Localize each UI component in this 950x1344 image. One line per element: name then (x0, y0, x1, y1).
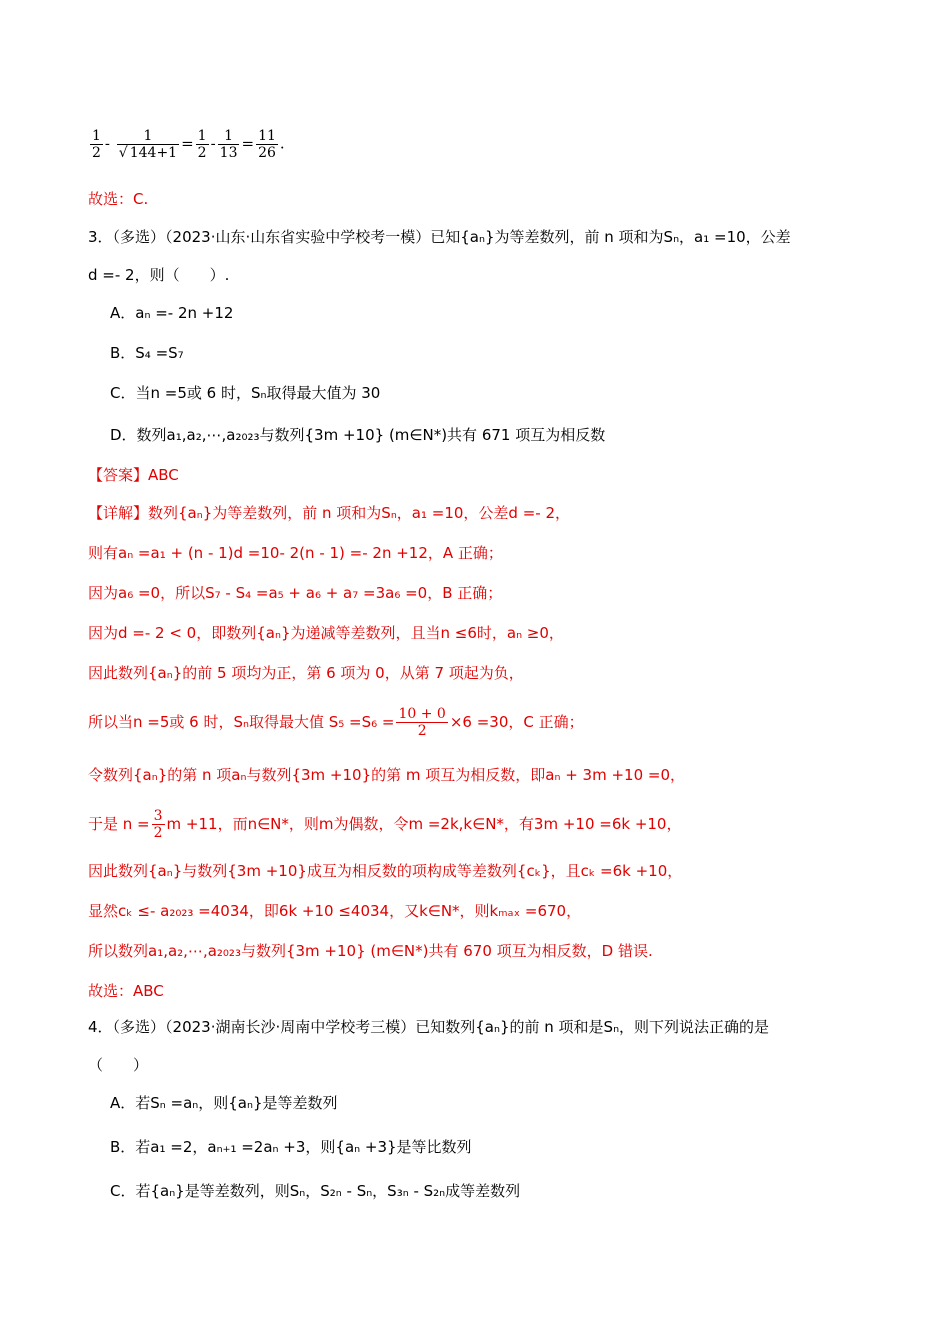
q3-explain-4: 因为d =- 2 < 0，即数列{aₙ}为递减等差数列，且当n ≤6时，aₙ ≥0， (88, 624, 564, 642)
q3-option-d: D．数列a₁,a₂,⋯,a₂₀₂₃与数列{3m +10} (m∈N*)共有 671 项互为相反数 (110, 426, 606, 444)
q3-explain-8: 于是 n = $\frac{3}{2}$ m +11，而n∈N*，则m为偶数，令m =2k,k∈N*，有3m +10 =6k +10， (88, 808, 682, 841)
q3-explain-9: 因此数列{aₙ}与数列{3m +10}成互为相反数的项构成等差数列{cₖ}，且cₖ =6k +10， (88, 862, 683, 880)
q3-explain-11: 所以数列a₁,a₂,⋯,a₂₀₂₃与数列{3m +10} (m∈N*)共有 670 项互为相反数，D 错误. (88, 942, 653, 960)
q3-explain-3: 因为a₆ =0，所以S₇ - S₄ =a₅ + a₆ + a₇ =3a₆ =0，B 正确； (88, 584, 503, 602)
q3-option-b: B．S₄ =S₇ (110, 344, 184, 362)
fraction: $\frac{1}{2}$ (197, 128, 207, 161)
q3-final: 故选：ABC (88, 982, 164, 1000)
q3-option-c: C．当n =5或 6 时，Sₙ取得最大值为 30 (110, 384, 381, 402)
q3-answer: 【答案】ABC (88, 466, 179, 484)
q3-explain-2: 则有aₙ =a₁ + (n - 1)d =10- 2(n - 1) =- 2n +12，A 正确； (88, 544, 503, 562)
q4-stem-line2: （ ） (88, 1056, 149, 1074)
fraction: $\frac{3}{2}$ (153, 808, 163, 841)
q3-explain-10: 显然cₖ ≤- a₂₀₂₃ =4034，即6k +10 ≤4034，又k∈N*，则kₘₐₓ =670， (88, 902, 582, 920)
q3-explain-5: 因此数列{aₙ}的前 5 项均为正，第 6 项为 0，从第 7 项起为负， (88, 664, 524, 682)
q2-answer: 故选：C. (88, 190, 149, 208)
fraction: $\frac{1}{√ 144+1}$ (118, 128, 178, 161)
q3-explain-6: 所以当n =5或 6 时，Sₙ取得最大值 S₅ =S₆ = $\frac{10 + 0}{2}$ ×6 =30，C 正确； (88, 706, 584, 739)
q3-explain-7: 令数列{aₙ}的第 n 项aₙ与数列{3m +10}的第 m 项互为相反数，即aₙ + 3m +10 =0， (88, 766, 686, 784)
top-formula: $\frac{1}{2}$ - $\frac{1}{√ 144+1}$ = $\frac{1}{2}$ - $\frac{1}{13}$ = $\frac{11}{26}$ . (92, 128, 285, 161)
q4-option-a: A．若Sₙ =aₙ，则{aₙ}是等差数列 (110, 1094, 338, 1112)
fraction: $\frac{1}{2}$ (92, 128, 101, 161)
q4-option-c: C．若{aₙ}是等差数列，则Sₙ，S₂ₙ - Sₙ，S₃ₙ - S₂ₙ成等差数列 (110, 1182, 521, 1200)
fraction: $\frac{1}{13}$ (219, 128, 238, 161)
q4-option-b: B．若a₁ =2，aₙ₊₁ =2aₙ +3，则{aₙ +3}是等比数列 (110, 1138, 472, 1156)
fraction: $\frac{11}{26}$ (258, 128, 276, 161)
q3-option-a: A．aₙ =- 2n +12 (110, 304, 234, 322)
q3-stem-line2: d =- 2，则（ ）. (88, 266, 230, 284)
q4-stem-line1: 4．（多选）（2023·湖南长沙·周南中学校考三模）已知数列{aₙ}的前 n 项和是Sₙ，则下列说法正确的是 (88, 1018, 770, 1036)
fraction: $\frac{10 + 0}{2}$ (398, 706, 446, 739)
q3-explain-1: 【详解】数列{aₙ}为等差数列，前 n 项和为Sₙ，a₁ =10，公差d =- 2， (88, 504, 571, 522)
q3-stem-line1: 3．（多选）（2023·山东·山东省实验中学校考一模）已知{aₙ}为等差数列，前 n 项和为Sₙ，a₁ =10，公差 (88, 228, 791, 246)
